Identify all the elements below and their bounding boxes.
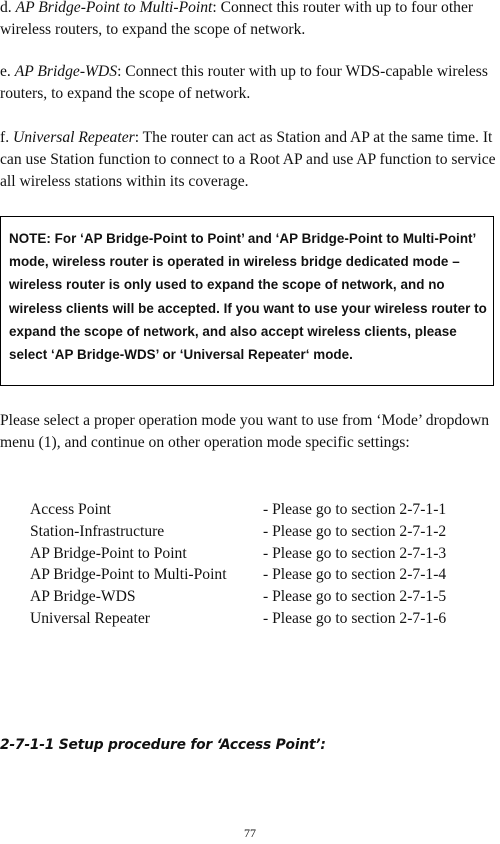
paragraph-text: : Connect this router with up to four WDS-capable wireless routers, to expand the scope of network. xyxy=(0,63,488,102)
mode-row xyxy=(30,586,500,608)
section-reference: - Please go to section 2-7-1-2 xyxy=(263,522,447,540)
section-heading: 2-7-1-1 Setup procedure for ‘Access Point’: xyxy=(0,737,326,753)
mode-term: AP Bridge-WDS xyxy=(14,63,118,80)
instruction-paragraph: Please select a proper operation mode you want to use from ‘Mode’ dropdown menu (1), and continue on other operation mode specific settings: xyxy=(0,412,490,451)
mode-row xyxy=(30,499,500,521)
mode-list xyxy=(30,499,500,630)
mode-name: AP Bridge-WDS xyxy=(30,588,136,606)
mode-term: AP Bridge-Point to Multi-Point xyxy=(15,0,213,16)
section-reference: - Please go to section 2-7-1-3 xyxy=(263,544,447,562)
mode-name: Station-Infrastructure xyxy=(30,522,165,540)
paragraph-prefix: e. xyxy=(0,63,15,80)
mode-term: Universal Repeater xyxy=(13,129,135,146)
section-reference: - Please go to section 2-7-1-5 xyxy=(263,588,447,606)
mode-row xyxy=(30,543,500,565)
paragraph-mode-e xyxy=(0,61,498,105)
mode-name: AP Bridge-Point to Multi-Point xyxy=(30,566,227,584)
mode-name: Access Point xyxy=(30,501,111,518)
mode-row xyxy=(30,608,500,630)
paragraph-mode-d xyxy=(0,0,498,41)
paragraph-text: : The router can act as Station and AP at the same time. It can use Station function to connect to a Root AP and use AP function to service all wireless stations within its coverage. xyxy=(0,129,496,190)
mode-name: AP Bridge-Point to Point xyxy=(30,544,187,562)
paragraph-text: : Connect this router with up to four other wireless routers, to expand the scope of network. xyxy=(0,0,474,38)
note-text: NOTE: For ‘AP Bridge-Point to Point’ and ‘AP Bridge-Point to Multi-Point’ mode, wireless router is operated in wireless bridge dedicated mode – wireless router is only used to expand the scope of network, and no wireless clients will be accepted. If you want to use your wireless router to expand the scope of network, and also accept wireless clients, please select ‘AP Bridge-WDS’ or ‘Universal Repeater‘ mode. xyxy=(9,231,487,363)
paragraph-prefix: f. xyxy=(0,129,13,146)
mode-row xyxy=(30,521,500,543)
paragraph-mode-f xyxy=(0,127,498,193)
section-reference: - Please go to section 2-7-1-1 xyxy=(263,501,447,518)
section-reference: - Please go to section 2-7-1-6 xyxy=(263,609,447,627)
page-number: 77 xyxy=(244,826,256,840)
mode-row xyxy=(30,564,500,586)
note-box xyxy=(0,216,494,386)
paragraph-prefix: d. xyxy=(0,0,16,16)
mode-name: Universal Repeater xyxy=(30,609,150,627)
section-reference: - Please go to section 2-7-1-4 xyxy=(263,566,447,584)
